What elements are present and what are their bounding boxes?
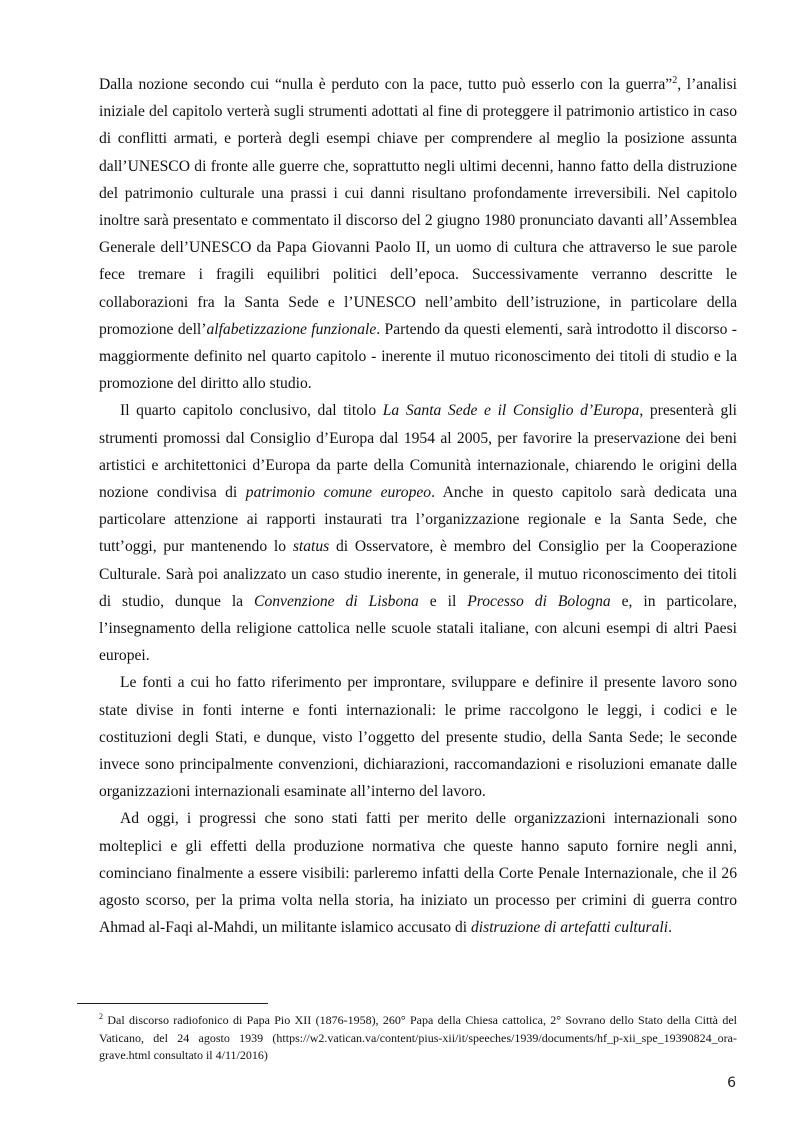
- text-segment: e, in particolare, l’insegnamento della religione cattolica nelle scuole statali italiane, con alcuni esempi di altri Paesi europei.: [99, 592, 737, 665]
- text-segment: . Anche in questo capitolo sarà dedicata una particolare attenzione ai rapporti instaurati tra l’organizzazione regionale e la Santa Sede, che tutt’oggi, pur mantenendo lo: [99, 484, 737, 556]
- italic-term: patrimonio comune europeo: [245, 484, 432, 502]
- text-segment: e il: [418, 592, 468, 610]
- text-segment: . Partendo da questi elementi, sarà introdotto il discorso - maggiormente definito nel quarto capitolo - inerente il mutuo riconoscimento dei titoli di studio e la promozione del diritto allo studio.: [99, 320, 737, 393]
- footnote-separator: [77, 1003, 268, 1004]
- text-segment: .: [668, 919, 672, 937]
- paragraph-progress: [99, 805, 737, 941]
- italic-term: La Santa Sede e il Consiglio d’Europa: [382, 402, 640, 420]
- text-segment: Il quarto capitolo conclusivo, dal titolo: [120, 402, 383, 420]
- page-number: 6: [727, 1075, 736, 1091]
- paragraph-fourth-chapter: [99, 397, 737, 669]
- footnote-text: Dal discorso radiofonico di Papa Pio XII (1876-1958), 260° Papa della Chiesa cattolica, 2° Sovrano dello Stato della Città del Vaticano, del 24 agosto 1939 (https://w2.vatican.va/content/pius-xii/it/speeches/1939/documents/hf_p-xii_spe_19390824_ora-grave.html consultato il 4/11/2016): [99, 1013, 737, 1062]
- footnote: [99, 1012, 737, 1065]
- italic-term: alfabetizzazione funzionale: [206, 320, 377, 338]
- text-segment: Le fonti a cui ho fatto riferimento per improntare, sviluppare e definire il presente lavoro sono state divise in fonti interne e fonti internazionali: le prime raccolgono le leggi, i codici e le costituzioni degli Stati, e dunque, visto l’oggetto del presente studio, della Santa Sede; le seconde invece sono principalmente convenzioni, dichiarazioni, raccomandazioni e risoluzioni emanate dalle organizzazioni internazionali esaminate all’interno del lavoro.: [99, 674, 737, 801]
- footnote-marker: 2: [99, 1012, 103, 1021]
- italic-term: distruzione di artefatti culturali: [471, 919, 669, 937]
- footnote-reference[interactable]: 2: [672, 74, 678, 86]
- text-segment: Ad oggi, i progressi che sono stati fatti per merito delle organizzazioni internazionali sono molteplici e gli effetti della produzione normativa che queste hanno saputo fornire negli anni, cominciano finalmente a essere visibili: parleremo infatti della Corte Penale Internazionale, che il 26 agosto scorso, per la prima volta nella storia, ha iniziato un processo per crimini di guerra contro Ahmad al-Faqi al-Mahdi, un militante islamico accusato di: [99, 810, 737, 937]
- italic-term: status: [292, 538, 330, 556]
- text-segment: , l’analisi iniziale del capitolo verterà sugli strumenti adottati al fine di proteggere il patrimonio artistico in caso di conflitti armati, e porterà degli esempi chiave per comprendere al meglio la posizione assunta dall’UNESCO di fronte alle guerre che, soprattutto negli ultimi decenni, hanno fatto della distruzione del patrimonio culturale una prassi i cui danni risultano profondamente irreversibili. Nel capitolo inoltre sarà presentato e commentato il discorso del 2 giugno 1980 pronunciato davanti all’Assemblea Generale dell’UNESCO da Papa Giovanni Paolo II, un uomo di cultura che attraverso le sue parole fece tremare i fragili equilibri politici dell’epoca. Successivamente verranno descritte le collaborazioni fra la Santa Sede e l’UNESCO nell’ambito dell’istruzione, in particolare della promozione dell’: [99, 76, 737, 338]
- paragraph-sources: [99, 669, 737, 805]
- text-segment: Dalla nozione secondo cui “nulla è perduto con la pace, tutto può esserlo con la guerra”: [99, 76, 673, 93]
- body-text: [99, 71, 737, 942]
- text-segment: , presenterà gli strumenti promossi dal Consiglio d’Europa dal 1954 al 2005, per favorire la preservazione dei beni artistici e architettonici d’Europa da parte della Comunità internazionale, chiarendo le origini della nozione condivisa di: [99, 402, 737, 502]
- italic-term: Processo di Bologna: [467, 592, 611, 610]
- italic-term: Convenzione di Lisbona: [254, 592, 419, 610]
- paragraph-intro: [99, 71, 737, 397]
- text-segment: di Osservatore, è membro del Consiglio per la Cooperazione Culturale. Sarà poi analizzato un caso studio inerente, in generale, il mutuo riconoscimento dei titoli di studio, dunque la: [99, 538, 737, 610]
